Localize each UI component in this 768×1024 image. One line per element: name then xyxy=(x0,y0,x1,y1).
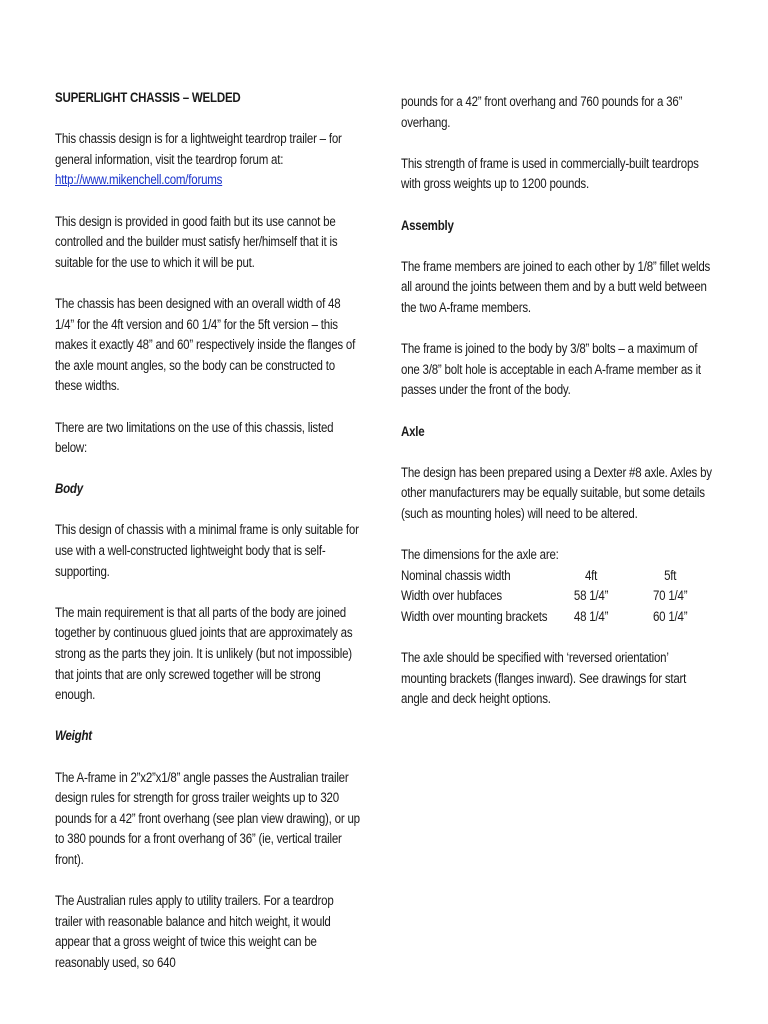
table-row xyxy=(401,586,712,607)
table-row xyxy=(401,566,712,587)
table-cell: 48 1/4” xyxy=(573,608,609,624)
table-cell: 58 1/4” xyxy=(573,588,609,604)
strength-paragraph: This strength of frame is used in commercially-built teardrops with gross weights up to 1200 pounds. xyxy=(401,155,699,192)
axle-heading: Axle xyxy=(401,423,425,439)
table-cell: 60 1/4” xyxy=(652,608,688,624)
weight-continuation-paragraph: pounds for a 42” front overhang and 760 pounds for a 36” overhang. xyxy=(401,94,683,130)
body-paragraph-1: This design of chassis with a minimal frame is only suitable for use with a well-constructed lightweight body that is self-supporting. xyxy=(55,522,359,579)
axle-paragraph-1: The design has been prepared using a Dexter #8 axle. Axles by other manufacturers may be equally suitable, but some details (such as mounting holes) will need to be altered. xyxy=(401,464,712,521)
axle-dimensions-table xyxy=(401,566,712,628)
intro-paragraph xyxy=(55,129,361,191)
table-cell: 4ft xyxy=(584,567,598,583)
weight-paragraph-2: The Australian rules apply to utility trailers. For a teardrop trailer with reasonable balance and hitch weight, it would appear that a gross weight of twice this weight can be reasonably used, so 640 xyxy=(55,893,334,970)
weight-heading: Weight xyxy=(55,728,92,744)
table-cell: Nominal chassis width xyxy=(401,567,511,583)
assembly-paragraph-1: The frame members are joined to each other by 1/8” fillet welds all around the joints between them and by a butt weld between the two A-frame members. xyxy=(401,258,711,315)
dimensions-caption: The dimensions for the axle are: xyxy=(401,547,559,563)
intro-text: This chassis design is for a lightweight teardrop trailer – for general information, visit the teardrop forum at: xyxy=(55,131,342,167)
axle-paragraph-2: The axle should be specified with ‘reversed orientation’ mounting brackets (flanges inward). See drawings for start angle and deck height options. xyxy=(401,650,687,707)
table-cell: Width over mounting brackets xyxy=(401,608,548,624)
assembly-heading: Assembly xyxy=(401,217,454,233)
body-heading: Body xyxy=(55,481,83,497)
width-paragraph: The chassis has been designed with an overall width of 48 1/4” for the 4ft version and 60 1/4” for the 5ft version – this makes it exactly 48” and 60” respectively inside the flanges of the axle mount angles, so the body can be constructed to these widths. xyxy=(55,295,356,394)
forum-link[interactable]: http://www.mikenchell.com/forums xyxy=(55,172,223,188)
table-cell: 5ft xyxy=(664,567,677,583)
body-paragraph-2: The main requirement is that all parts of the body are joined together by continuous glued joints that are approximately as strong as the parts they join. It is unlikely (but not impossible) that joints that are only screwed together will be strong enough. xyxy=(55,604,353,703)
left-column xyxy=(55,88,361,994)
table-cell: Width over hubfaces xyxy=(401,588,502,604)
weight-paragraph-1: The A-frame in 2”x2”x1/8” angle passes the Australian trailer design rules for strength for gross trailer weights up to 320 pounds for a 42” front overhang (see plan view drawing), or up to 380 pounds for a front overhang of 36” (ie, vertical trailer front). xyxy=(55,769,360,867)
table-cell: 70 1/4” xyxy=(652,588,688,604)
assembly-paragraph-2: The frame is joined to the body by 3/8” bolts – a maximum of one 3/8” bolt hole is acceptable in each A-frame member as it passes under the front of the body. xyxy=(401,341,701,398)
table-row xyxy=(401,607,712,628)
good-faith-paragraph: This design is provided in good faith but its use cannot be controlled and the builder must satisfy her/himself that it is suitable for the use to which it will be put. xyxy=(55,213,338,270)
limitations-paragraph: There are two limitations on the use of this chassis, listed below: xyxy=(55,419,334,456)
right-column xyxy=(401,92,712,730)
document-title: SUPERLIGHT CHASSIS – WELDED xyxy=(55,90,241,105)
